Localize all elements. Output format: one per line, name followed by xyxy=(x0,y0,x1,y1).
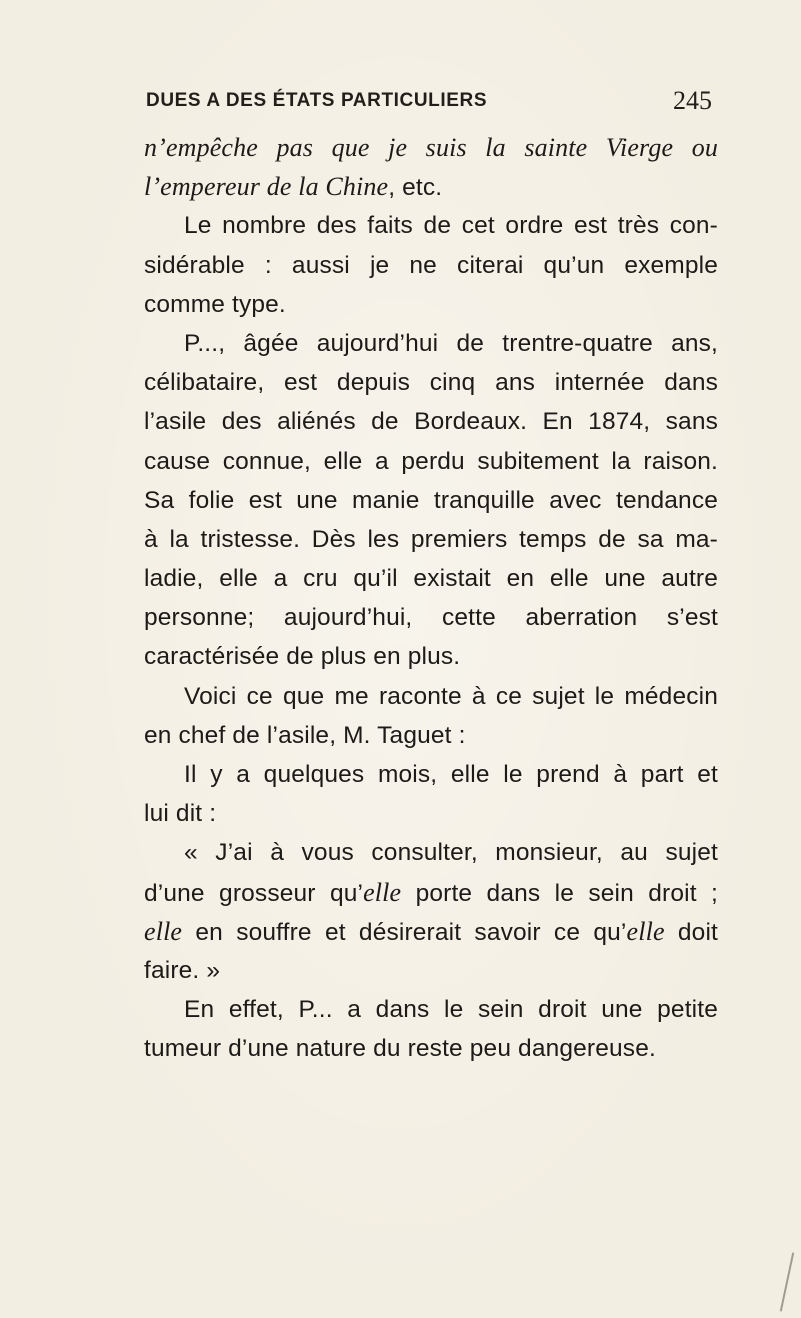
text-line xyxy=(144,324,718,363)
text-line xyxy=(144,402,718,441)
text-line xyxy=(144,637,718,676)
text-line xyxy=(144,246,718,285)
text-segment: ladie, elle a cru qu’il existait en elle une autre xyxy=(144,565,718,593)
text-segment: Voici ce que me raconte à ce sujet le médecin xyxy=(184,682,718,710)
text-line xyxy=(144,598,718,637)
text-segment: lui dit : xyxy=(144,800,217,828)
text-segment: doit xyxy=(664,918,719,946)
text-segment: en souffre et désirerait savoir ce qu’ xyxy=(182,918,627,946)
text-line xyxy=(144,442,718,481)
text-segment: en chef de l’asile, M. Taguet : xyxy=(144,721,466,749)
body-text xyxy=(144,128,718,1069)
text-line xyxy=(144,363,718,402)
text-segment: personne; aujourd’hui, cette aberration s’est xyxy=(144,604,718,632)
italic-text-segment: n’empêche pas que je suis la sainte Vierge ou xyxy=(144,133,718,162)
text-line xyxy=(144,559,718,598)
text-line xyxy=(144,716,718,755)
text-line xyxy=(144,833,718,872)
text-segment: célibataire, est depuis cinq ans internée dans xyxy=(144,369,718,397)
page-header xyxy=(146,86,712,120)
text-segment: P..., âgée aujourd’hui de trentre-quatre ans, xyxy=(184,329,718,357)
text-segment: Le nombre des faits de cet ordre est très con- xyxy=(184,212,718,240)
italic-text-segment: elle xyxy=(363,877,402,907)
text-segment: caractérisée de plus en plus. xyxy=(144,643,461,671)
running-head: DUES A DES ÉTATS PARTICULIERS xyxy=(146,90,488,111)
text-segment: sidérable : aussi je ne citerai qu’un exemple xyxy=(144,251,718,279)
margin-mark xyxy=(780,1252,794,1311)
text-segment: Il y a quelques mois, elle le prend à part et xyxy=(184,761,718,788)
page-number: 245 xyxy=(673,86,712,115)
italic-text-segment: elle xyxy=(144,916,183,946)
text-segment: l’asile des aliénés de Bordeaux. En 1874, sans xyxy=(144,408,718,436)
text-line xyxy=(144,951,718,990)
text-segment: En effet, P... a dans le sein droit une petite xyxy=(184,996,718,1024)
text-segment: Sa folie est une manie tranquille avec tendance xyxy=(144,486,718,514)
text-line xyxy=(144,677,718,716)
text-line xyxy=(144,755,718,794)
italic-text-segment: elle xyxy=(626,916,665,946)
text-segment: cause connue, elle a perdu subitement la raison. xyxy=(144,447,718,475)
text-line xyxy=(144,912,718,951)
text-line xyxy=(144,794,718,833)
text-line xyxy=(144,520,718,559)
italic-text-segment: l’empereur de la Chine xyxy=(144,172,389,202)
text-segment: tumeur d’une nature du reste peu dangereuse. xyxy=(144,1035,656,1063)
text-line xyxy=(144,206,718,245)
text-segment: comme type. xyxy=(144,290,286,318)
text-segment: « J’ai à vous consulter, monsieur, au sujet xyxy=(184,839,718,867)
text-line xyxy=(144,285,718,324)
text-line xyxy=(144,128,718,167)
text-line xyxy=(144,1029,718,1068)
text-segment: , etc. xyxy=(388,174,443,202)
text-segment: faire. » xyxy=(144,956,221,984)
text-line xyxy=(144,990,718,1029)
text-segment: à la tristesse. Dès les premiers temps de sa ma- xyxy=(144,525,718,553)
text-line xyxy=(144,167,718,206)
text-segment: d’une grosseur qu’ xyxy=(144,879,364,907)
text-line xyxy=(144,481,718,520)
text-segment: porte dans le sein droit ; xyxy=(401,879,719,907)
text-line xyxy=(144,873,718,912)
